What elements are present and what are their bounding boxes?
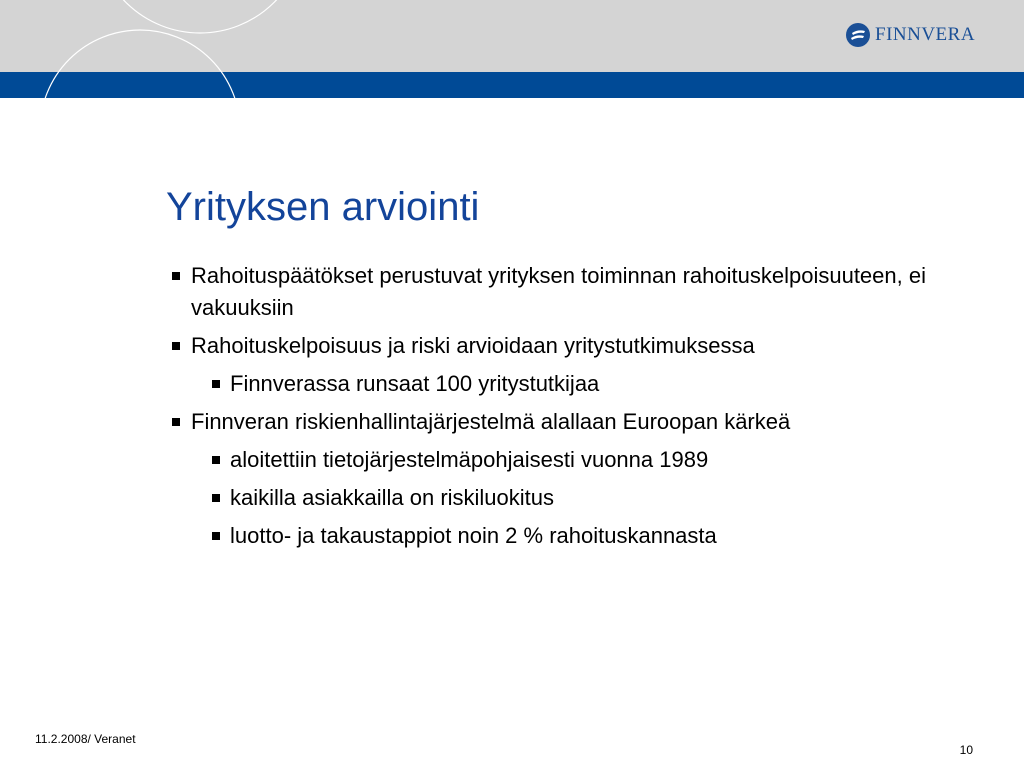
sub-bullet-item	[210, 482, 990, 514]
bullet-item	[170, 330, 990, 362]
finnvera-logo-icon	[846, 23, 870, 47]
square-bullet-icon	[172, 272, 180, 280]
bullet-item	[170, 260, 990, 324]
sub-bullet-text: kaikilla asiakkailla on riskiluokitus	[230, 485, 555, 510]
page-number: 10	[959, 743, 973, 757]
bullet-item	[170, 406, 990, 438]
square-bullet-icon	[172, 418, 180, 426]
square-bullet-icon	[212, 380, 220, 388]
sub-bullet-item	[210, 444, 990, 476]
logo-text: FINNVERA	[875, 24, 976, 45]
footer-date-author: 11.2.2008/ Veranet	[35, 732, 136, 746]
sub-bullet-text: luotto- ja takaustappiot noin 2 % rahoituskannasta	[230, 523, 717, 548]
sub-bullet-item	[210, 520, 990, 552]
sub-bullet-item	[210, 368, 990, 400]
square-bullet-icon	[212, 532, 220, 540]
square-bullet-icon	[212, 494, 220, 502]
decorative-arcs	[0, 0, 1024, 98]
square-bullet-icon	[212, 456, 220, 464]
finnvera-logo	[846, 22, 975, 48]
sub-bullet-text: aloitettiin tietojärjestelmäpohjaisesti vuonna 1989	[230, 447, 709, 472]
sub-bullet-text: Finnverassa runsaat 100 yritystutkijaa	[230, 371, 600, 396]
decorative-arc-large	[95, 0, 305, 33]
bullet-text: Rahoituskelpoisuus ja riski arvioidaan yritystutkimuksessa	[191, 333, 755, 358]
bullet-text: Rahoituspäätökset perustuvat yrityksen toiminnan rahoituskelpoisuuteen, ei vakuuksiin	[191, 263, 926, 320]
square-bullet-icon	[172, 342, 180, 350]
bullet-list	[170, 260, 990, 558]
bullet-text: Finnveran riskienhallintajärjestelmä alallaan Euroopan kärkeä	[191, 409, 791, 434]
slide-title: Yrityksen arviointi	[166, 185, 480, 229]
decorative-arc-left	[40, 30, 240, 98]
